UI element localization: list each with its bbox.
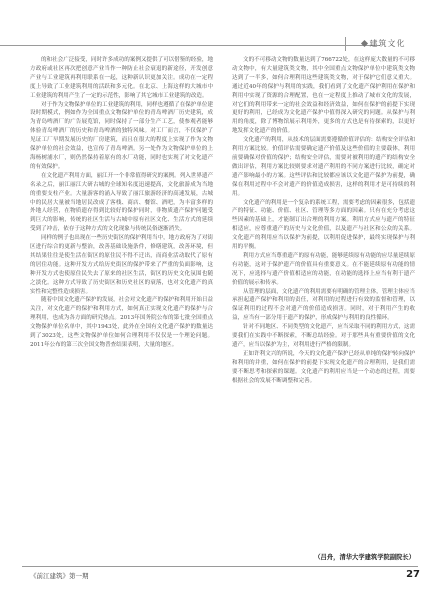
paragraph: 对于作为文物保护单位的工业建筑的利用，同样也遵循了在保护单位建设时期模式，例如作为全国重点文物保护单位的青岛啤酒厂历史建筑，成为青岛啤酒厂的广告展览馆，同时保持了一部分生产工艺，使参观者能够体验青岛啤酒厂的历史和青岛啤酒的独特风味。对工厂而言，不仅保护了见证工厂早期发展历史的厂房建筑，而且在很大的程度上实现了作为文物保护单位的社会效益，也宣传了青岛啤酒。另一处作为文物保护单位的上海杨树浦水厂，则仍然保持着原有的水厂功能，同时也实现了对文化遗产的有效保护。 bbox=[30, 101, 213, 170]
paragraph: 从管理的层面，文化遗产的利用需要有明确的管理主体，管理主体应当承担起遗产保护和利用的责任，对利用的过程进行有效的监督和管理，以保证利用的过程不会对遗产的价值造成损害。同时，对于利用产生的收益，应当有一部分用于遗产的保护，形成保护与利用的良性循环。 bbox=[232, 288, 415, 322]
journal-name: 《前江建筑》第一期 bbox=[30, 572, 89, 580]
paragraph: 的和社会广泛接受，同时许多成功的案例又提供了可以借鉴的经验，地方政府或社区再次把创意产业当作一种防止社会衰退的新途径，开发创意产业与工业建筑再利用联系在一起，这种新认识更加关注。成功在一定程度上导致了工业建筑利用的活跃和多元化。在北京、上海这样的大城市中工业建筑的利用产生了一定的示范性，影响了其它城市工业建筑的改造。 bbox=[30, 57, 213, 99]
paragraph: 文的不可移动文物的数量达到了766722处，在这样庞大数量的不可移动文物中，有大量建筑类文物，其中全国重点文物保护单位中建筑类文物达到了一半多，如何合理利用这些建筑类文物，对于保护它们意义重大。通过近40年的保护与利用的实践，我们看到了文化遗产保护利用在保护和利用中实现了资源的合理配置，也在一定程度上推动了城市文化的发展，对它们的利用带来一定的社会效益和经济效益，如何在保护的前提下实现更好的利用，已经成为文化遗产保护中值得深入研究的问题。从保护与利用的角度，除了博物馆展示利用外，更多的方式也是有待探索的，以更好地发挥文化遗产的价值。 bbox=[232, 57, 415, 135]
paragraph: 针对不同地区、不同类型的文化遗产，应当采取不同的利用方式，这需要我们在实践中不断探索，不断总结经验。对于那些具有重要价值的文化遗产，应当以保护为主，对利用进行严格的限制。 bbox=[232, 324, 415, 348]
header-rule bbox=[0, 45, 380, 46]
right-text-column bbox=[232, 56, 415, 556]
author-attribution: （吕舟，清华大学建筑学院副院长） bbox=[314, 554, 415, 561]
paragraph: 随着中国文化遗产保护的发展，社会对文化遗产的保护和利用开始日益关注，对文化遗产的保护和利用方式，如何真正实现文化遗产的保护与合理利用，也成为各方面的研究热点。2013年国务院公布的第七批全国重点文物保护单位名单中，其中1943处，此外在全国有文化遗产保护的数量达到了3023处，这些文物保护单位如何合理利用不仅仅是一个理论问题。2011年公布的第三次全国文物普查结果表明，大量的地区。 bbox=[30, 297, 213, 348]
paragraph: 文化遗产的利用是一个复杂的系统工程，需要考虑的因素很多，包括遗产的特征、功能、价值、社区、管理等多方面的因素。只有在充分考虑这些因素的基础上，才能制订出合理的利用方案。利用方式应与遗产的特征相适应，应尊重遗产的历史与文化价值，以及遗产与社区和公众的关系。文化遗产的利用应当以保护为前提，以利用促进保护，最终实现保护与利用的平衡。 bbox=[232, 199, 415, 251]
section-tag-label: 建筑文化 bbox=[369, 39, 406, 48]
page-number: 27 bbox=[406, 569, 420, 580]
paragraph: 同样的例子也出现在一些历史街区的保护利用当中，地方政府为了对街区进行综合的更新与整治，改善基础设施条件，修缮建筑，改善环境，但其结果往往是使生活在街区的原住民不得不迁出，而商业活动取代了原有的居住功能。这种开发方式给历史街区的保护带来了严重的负面影响，这种开发方式也使原住民失去了原来的社区生活，街区的历史文化氛围也随之淡化。这种方式导致了历史街区和历史社区的衰落，也对文化遗产的真实性和完整性造成损害。 bbox=[30, 235, 213, 295]
paragraph: 在文化遗产利用方面，丽江开一个非常值得研究的案例。列入世界遗产名录之后，丽江丽江大研古城的全球知名度迅速提高，文化旅游成为当地的重要支柱产业。大量游客的涌入导致了丽江旅游经济的高速发展，古城中的民居大量被当地居民改成了客栈、商店、餐馆、酒吧，为丰富多样的外地人经营，在物质遗存得到比较好的保护同时，非物质遗产保护问题受到巨大的影响，传统的社区生活与古城中原有社区文化、生活方式的延续受到了冲击，依存于这种方式的文化现象与传统民俗逐渐消失。 bbox=[30, 172, 213, 233]
footer-rule bbox=[22, 566, 418, 567]
paragraph: 正如许利文兴的所说，今天的文化遗产保护已经从单纯的保护转向保护和利用的并重，如何在保护的前提下实现文化遗产的合理利用，是我们需要不断思考和探索的课题。文化遗产的利用应当是一个动态的过程，需要根据社会的发展不断调整和完善。 bbox=[232, 350, 415, 384]
diamond-icon bbox=[360, 40, 367, 47]
paragraph: 利用方式应当尊重遗产的原有功能，能够延续原有功能的应尽量延续原有功能，这对于保护遗产的价值具有重要意义。在不能延续原有功能的情况下，应选择与遗产价值相适应的功能，在功能的选择上应当有利于遗产价值的展示和传承。 bbox=[232, 252, 415, 286]
left-text-column bbox=[30, 56, 213, 556]
paragraph: 文化遗产的利用，从技术的层面需要遵循价值评估的：结构安全评估和利用方案比较。价值评估需要确定遗产价值及这些价值的主要载体，利用前要确保对价值的保护；结构安全评估，需要对被利用的遗产的结构安全做出评估，利用方案比较则要求对遗产利用的不同方案进行比较，确定对遗产影响最小的方案。这些评估和比较都应该以文化遗产保护为前提，确保在利用过程中不会对遗产的价值造成损害，这样的利用才是可持续的利用。 bbox=[232, 137, 415, 197]
section-tag bbox=[345, 37, 418, 51]
